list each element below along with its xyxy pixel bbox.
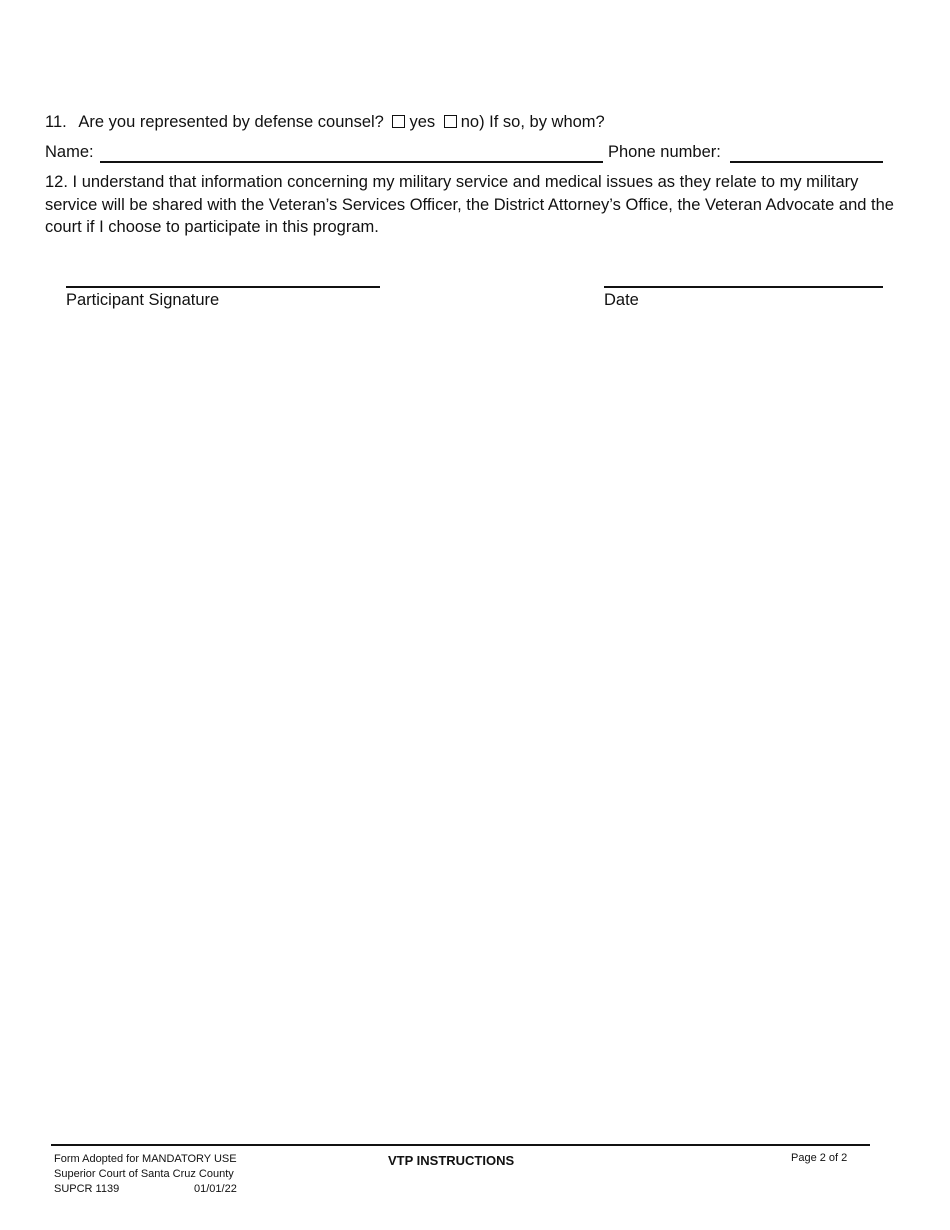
- no-checkbox[interactable]: [444, 115, 457, 128]
- name-label: Name:: [45, 143, 94, 161]
- footer-form-id: SUPCR 1139: [54, 1183, 120, 1195]
- footer-divider: [51, 1144, 870, 1146]
- footer-form-info: [54, 1152, 237, 1197]
- date-label: Date: [604, 291, 639, 309]
- name-field[interactable]: [100, 160, 603, 163]
- footer-form-id-row: [54, 1182, 237, 1197]
- no-label: no) If so, by whom?: [460, 113, 605, 131]
- footer-page-number: Page 2 of 2: [791, 1152, 848, 1164]
- question-11-text: Are you represented by defense counsel?: [78, 113, 384, 131]
- participant-signature-field[interactable]: [66, 286, 380, 288]
- question-11-number: 11.: [45, 113, 67, 131]
- date-field[interactable]: [604, 286, 883, 288]
- footer-title: VTP INSTRUCTIONS: [388, 1153, 515, 1168]
- footer-court-line: Superior Court of Santa Cruz County: [54, 1168, 234, 1180]
- yes-label: yes: [409, 113, 436, 131]
- counsel-fields-row: [45, 143, 885, 165]
- question-12: 12. I understand that information concerning my military service and medical issues as they relate to my military service will be shared with the Veteran’s Services Officer, the District Attorney’s Office, the Veteran Advocate and the court if I choose to participate in this program.: [45, 173, 894, 236]
- phone-label: Phone number:: [608, 143, 721, 161]
- question-11: [45, 113, 605, 132]
- footer-form-date: 01/01/22: [194, 1183, 237, 1195]
- footer-adopted-line: Form Adopted for MANDATORY USE: [54, 1153, 237, 1165]
- yes-checkbox[interactable]: [392, 115, 405, 128]
- participant-signature-label: Participant Signature: [66, 291, 220, 309]
- phone-field[interactable]: [730, 160, 883, 163]
